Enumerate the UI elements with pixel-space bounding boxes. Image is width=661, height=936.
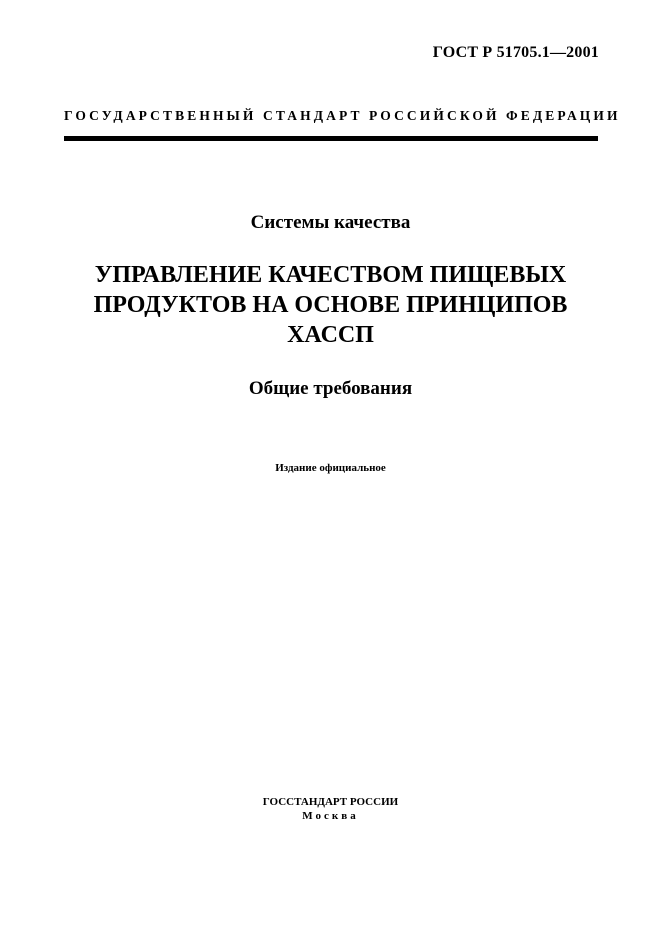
state-standard-heading: ГОСУДАРСТВЕННЫЙ СТАНДАРТ РОССИЙСКОЙ ФЕДЕРАЦИИ <box>64 108 621 123</box>
publisher: ГОССТАНДАРТ РОССИИ <box>262 796 399 808</box>
main-title <box>40 260 621 350</box>
main-title-line: УПРАВЛЕНИЕ КАЧЕСТВОМ ПИЩЕВЫХ <box>94 262 567 288</box>
heading-rule <box>64 136 598 141</box>
publication-city: Москва <box>302 810 359 822</box>
series-title: Системы качества <box>250 212 411 233</box>
subtitle: Общие требования <box>248 378 413 399</box>
standard-designation: ГОСТ Р 51705.1—2001 <box>432 44 599 61</box>
edition-note: Издание официальное <box>275 462 386 474</box>
main-title-line: ХАССП <box>287 322 374 348</box>
main-title-line: ПРОДУКТОВ НА ОСНОВЕ ПРИНЦИПОВ <box>93 292 568 318</box>
